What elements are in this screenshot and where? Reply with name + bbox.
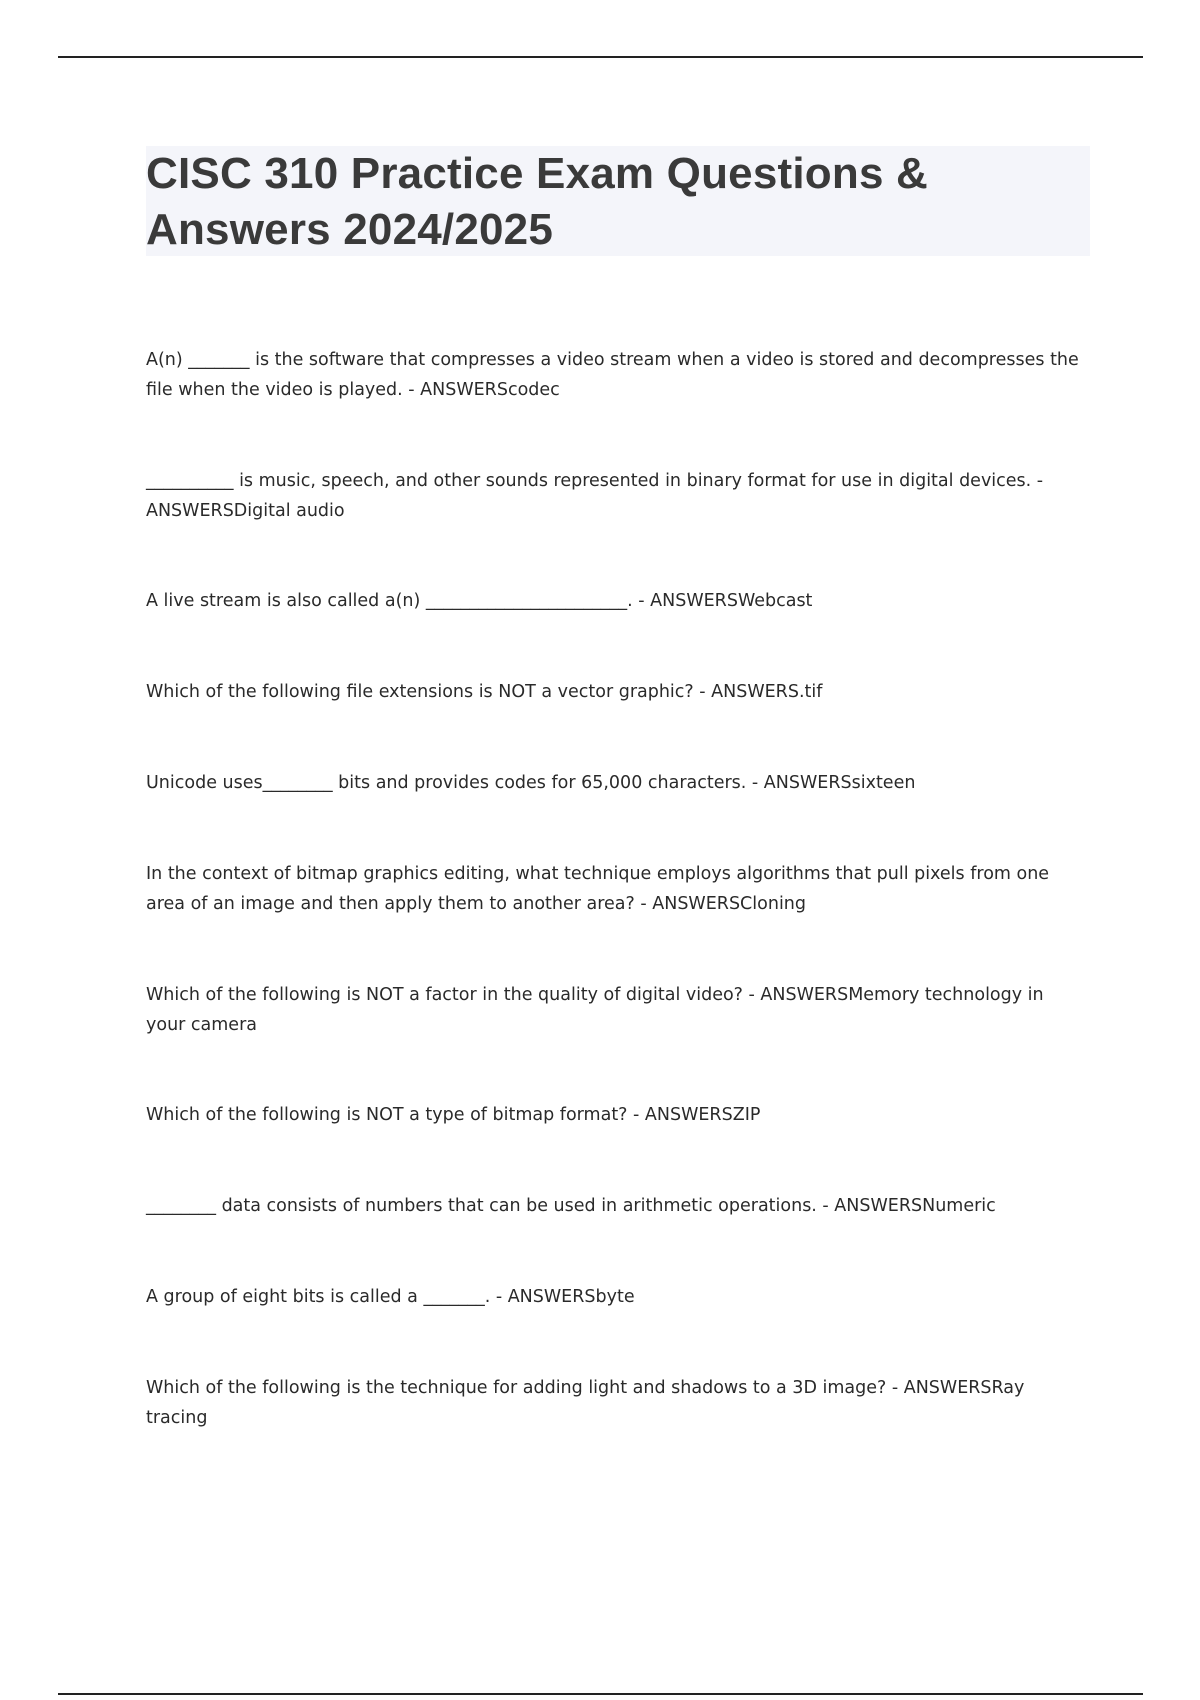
top-rule (58, 56, 1143, 58)
qa-item-6: In the context of bitmap graphics editing, what technique employs algorithms that pull pixels from one area of an image and then apply them to another area? - ANSWERSCloning (146, 864, 1050, 914)
qa-item-1: A(n) _______ is the software that compresses a video stream when a video is stored and decompresses the file when the video is played. - ANSWERScodec (146, 350, 1079, 400)
qa-item-4: Which of the following file extensions is NOT a vector graphic? - ANSWERS.tif (146, 682, 823, 702)
bottom-rule (58, 1693, 1143, 1695)
qa-item-5: Unicode uses________ bits and provides codes for 65,000 characters. - ANSWERSsixteen (146, 773, 916, 793)
qa-item-3: A live stream is also called a(n) _______________________. - ANSWERSWebcast (146, 591, 813, 611)
qa-item-7: Which of the following is NOT a factor in the quality of digital video? - ANSWERSMemory technology in your camera (146, 985, 1044, 1035)
qa-item-10: A group of eight bits is called a _______. - ANSWERSbyte (146, 1287, 635, 1307)
qa-item-2: __________ is music, speech, and other sounds represented in binary format for use in digital devices. - ANSWERSDigital audio (146, 471, 1044, 521)
title-block (146, 146, 1090, 256)
qa-item-9: ________ data consists of numbers that can be used in arithmetic operations. - ANSWERSNumeric (146, 1196, 996, 1216)
page-title-line-2: Answers 2024/2025 (146, 205, 554, 254)
qa-item-11: Which of the following is the technique for adding light and shadows to a 3D image? - ANSWERSRay tracing (146, 1378, 1025, 1428)
page-title (146, 146, 1090, 258)
page-title-line-1: CISC 310 Practice Exam Questions & (146, 149, 929, 198)
qa-item-8: Which of the following is NOT a type of bitmap format? - ANSWERSZIP (146, 1105, 761, 1125)
